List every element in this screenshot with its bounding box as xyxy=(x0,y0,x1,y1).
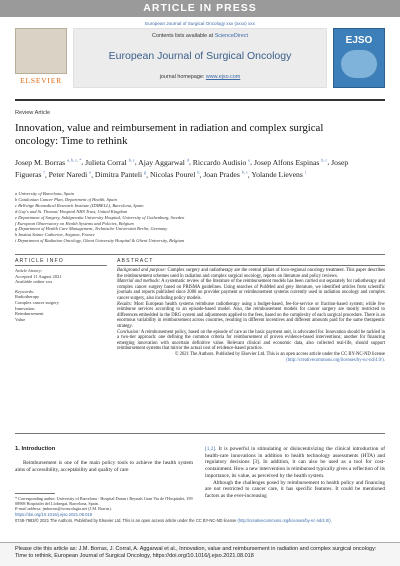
footnote-divider xyxy=(15,493,55,494)
homepage-prefix: journal homepage: xyxy=(159,74,205,80)
history-label: Article history: xyxy=(15,268,43,273)
journal-header xyxy=(15,28,385,102)
author[interactable]: Dimitra Panteli $^g$ xyxy=(94,169,147,180)
intro-column-left: Reimbursement is one of the main policy tools to achieve the health system aims of accessibility, acceptability and quality of care xyxy=(15,460,193,473)
author[interactable]: Julieta Corral $^{b, c}$ xyxy=(85,157,135,167)
keyword: Radiotherapy xyxy=(15,294,40,300)
author[interactable]: Peter Naredi $^e$ xyxy=(48,169,92,180)
section-divider xyxy=(15,254,385,255)
email-label: E-mail address: xyxy=(15,506,42,512)
journal-title: European Journal of Surgical Oncology xyxy=(108,50,292,62)
intro-paragraph: [1,2]. It is powerful in stimulating or disincentivizing the clinical introduction of health-care innovations in addition to health technology assessments (HTA) and regulatory decisions [3]. In addition, it can also be used as a tool for cost-containment. How a new intervention is reimbursed typically gives a reflection of its importance, its value, as perceived by the health system. xyxy=(205,446,385,479)
keyword: Innovation xyxy=(15,305,35,311)
abstract-heading: ABSTRACT xyxy=(117,258,154,264)
abstract-results: Results: Most European health systems reimburse radiotherapy using a budget-based, fee-for-service or fraction-based system; while few reimburse services according to an episode-based model. Also, the reimbursement models for cancer surgery are mostly restricted to differences embedded in the DRG system and adjustments applied to the fees, based on the complexity of each surgical procedure. There is an enormous variability in reimbursement across countries, resulting in different incentives and different amounts paid for the same therapeutic strategy. xyxy=(117,301,386,329)
author[interactable]: Ajay Aggarwal $^d$ xyxy=(138,157,189,167)
author[interactable]: Riccardo Audisio $^e$ xyxy=(192,157,251,167)
available-online: Available online xxx xyxy=(15,279,53,285)
contents-line xyxy=(74,33,326,39)
header-divider xyxy=(15,99,385,101)
affiliation: i Department of Radiation Oncology, Ghent University Hospital & Ghent University, Belgium xyxy=(15,238,185,244)
affiliation: g Department of Health Care Management, Technische Universität Berlin, Germany xyxy=(15,226,168,232)
abstract-conclusion: Conclusion: A reimbursement policy, based on the episode of care as the basic payment unit, is advocated for. Innovation should be tackled in a two-tier approach: one defining the common criteria for reimbursement of proven evidence-based interventions; another for financing emerging innovation with uncertain definitive value. Relevant clinical and economic data, also collected real-life, should support reimbursement systems that mirror the actual cost of evidence-based practice. xyxy=(117,329,385,352)
issn-license-link[interactable]: (http://creativecommons.org/licenses/by-nc-nd/4.0/). xyxy=(237,518,332,523)
elsevier-tree-icon xyxy=(15,28,67,74)
article-in-press-banner: ARTICLE IN PRESS xyxy=(0,0,400,17)
affiliation: d Guy's and St. Thomas' Hospital NHS Trust, United Kingdom xyxy=(15,208,128,214)
keyword: Complex cancer surgery xyxy=(15,299,59,305)
affiliation: b Catalonian Cancer Plan, Department of Health, Spain xyxy=(15,196,117,202)
article-type: Review Article xyxy=(15,110,51,116)
accepted-date: Accepted 11 August 2021 xyxy=(15,273,62,279)
email-address[interactable]: jmborras@iconcologia.net (J.M. Borras). xyxy=(42,506,112,512)
abstract-copyright: © 2021 The Authors. Published by Elsevier Ltd. This is an open access article under the CC BY-NC-ND license (http://creativecommons.org/licenses/by-nc-nd/4.0/). xyxy=(174,351,385,363)
journal-cover-thumbnail[interactable] xyxy=(333,28,385,88)
intro-column-right xyxy=(205,446,385,500)
elsevier-wordmark: ELSEVIER xyxy=(20,76,62,85)
keyword: Value xyxy=(15,316,26,322)
affiliation: e Department of Surgery, Sahlgrenska University Hospital, University of Gothenburg, Sweden xyxy=(15,214,185,220)
doi-link[interactable]: https://doi.org/10.1016/j.ejso.2021.08.018 xyxy=(15,512,93,517)
citation-box: Please cite this article as: J.M. Borras, J. Corral, A. Aggarwal et al., Innovation, value and reimbursement in radiation and complex surgical oncology: Time to rethink, European Journal of Surgical Oncology, https://doi.org/10.1016/j.ejso.2021.08.018 xyxy=(0,542,400,566)
affiliation: f European Observatory on Health Systems and Policies, Belgium xyxy=(15,220,134,226)
reference-link[interactable]: [1,2]. xyxy=(205,446,217,452)
contents-prefix: Contents lists available at xyxy=(152,33,214,39)
abstract-methods: Material and methods: A systematic review of the literature of the reimbursement models has been carried out separately for radiotherapy and complex cancer surgery based on PRISMA guidelines. Using searches of PubMed and grey literature, we identified articles from scientific journals and reports published since 2000 on provider payment or reimbursement systems currently used in radiation oncology and complex cancer surgery, also including policy models. xyxy=(117,279,385,301)
homepage-line xyxy=(74,74,326,80)
affiliation: c Bellvitge Biomedical Research Institute (IDIBELL), Barcelona, Spain xyxy=(15,202,144,208)
cover-title: EJSO xyxy=(345,35,373,46)
journal-info-box xyxy=(73,28,327,88)
article-info-heading: ARTICLE INFO xyxy=(15,258,64,264)
article-info-divider xyxy=(15,265,107,266)
keywords-label: Keywords: xyxy=(15,288,35,294)
author[interactable]: Josep Alfons Espinas $^{b, c}$ xyxy=(254,157,328,167)
corresponding-author: * Corresponding author. University of Barcelona - Hospital Duran i Reynals Gran Via de l'Hospitalet, 199 08908 Hospitalet del Llobregat, Barcelona, Spain. xyxy=(15,496,193,507)
affiliations xyxy=(15,191,355,244)
author[interactable]: Yolande Lievens $^i$ xyxy=(251,169,306,180)
affiliation: h Institut Sainte Catherine, Avignon, France xyxy=(15,232,95,238)
sciencedirect-link[interactable]: ScienceDirect xyxy=(214,33,248,39)
author[interactable]: Josep Figueras $^f$ xyxy=(15,157,349,180)
author-list: Josep M. Borras $^{a, b, c, *}$, Julieta Corral $^{b, c}$, Ajay Aggarwal $^d$, Riccardo Audisio $^e$, Josep Alfons Espinas $^{b, c}$, Josep Figueras $^f$, Peter Naredi $^e$, Dimitra Panteli $^g$, Nicolas Pourel $^h$, Joan Prades $^{b, c}$, Yolande Lievens $^i$ xyxy=(15,157,349,180)
abstract-body xyxy=(117,268,385,363)
corresponding-author-note xyxy=(15,496,193,512)
author[interactable]: Joan Prades $^{b, c}$ xyxy=(203,169,248,180)
license-link[interactable]: (http://creativecommons.org/licenses/by-nc-nd/4.0/). xyxy=(286,357,385,363)
keyword: Reimbursement xyxy=(15,311,44,317)
journal-reference[interactable]: European Journal of Surgical Oncology xxx (xxxx) xxx xyxy=(145,21,255,26)
author[interactable]: Josep M. Borras $^{a, b, c, *}$ xyxy=(15,157,82,167)
introduction-heading: 1. Introduction xyxy=(15,446,56,452)
elsevier-logo[interactable] xyxy=(15,28,67,88)
cover-image xyxy=(341,50,377,78)
abstract-divider xyxy=(117,265,385,266)
abstract-background: Background and purpose: Complex surgery and radiotherapy are the central pillars of loco-regional oncology treatment. This paper describes the reimbursement schemes used in radiation and complex surgical oncology, reports on literature and policy reviews. xyxy=(117,268,386,279)
abstract-end-divider xyxy=(15,433,385,434)
article-title: Innovation, value and reimbursement in radiation and complex surgical oncology: Time to rethink xyxy=(15,122,324,147)
author[interactable]: Nicolas Pourel $^h$ xyxy=(149,169,200,180)
issn-copyright-line: 0748-7983/© 2021 The Authors. Published by Elsevier Ltd. This is an open access article under the CC BY-NC-ND license (http://creativecommons.org/licenses/by-nc-nd/4.0/). xyxy=(15,518,332,523)
affiliation: a University of Barcelona, Spain xyxy=(15,191,74,196)
homepage-link[interactable]: www.ejso.com xyxy=(205,74,241,80)
intro-paragraph: Although the challenges posed by reimbursement to health policy and financing are not restricted to cancer care, it has specific features. It could be mentioned factors as the ever-increasing xyxy=(205,479,385,499)
article-info xyxy=(15,268,107,322)
